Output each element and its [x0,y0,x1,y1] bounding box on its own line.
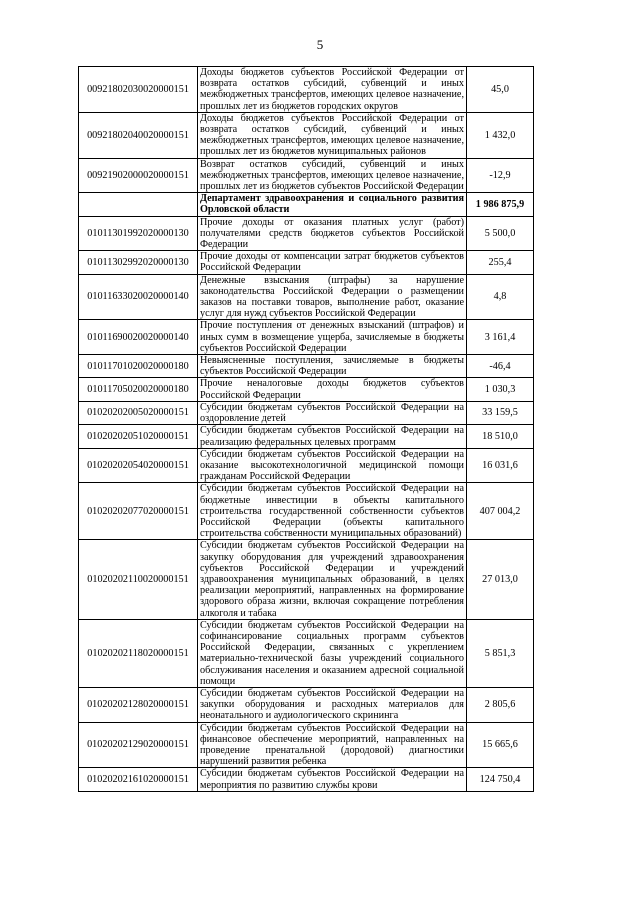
amount-cell: 45,0 [467,67,534,113]
table-row [79,216,534,251]
amount-cell: 15 665,6 [467,722,534,768]
table-row [79,448,534,483]
amount-cell: 3 161,4 [467,320,534,355]
budget-code-cell: 00921802040020000151 [79,112,198,158]
budget-code-cell: 00921802030020000151 [79,67,198,113]
amount-cell: 5 851,3 [467,619,534,687]
budget-revenue-table [78,66,534,792]
amount-cell: -12,9 [467,158,534,193]
description-cell: Субсидии бюджетам субъектов Российской Федерации на бюджетные инвестиции в объекты капитального строительства государственной собственности субъектов Российской Федерации (объекты капитального строительства собственности муниципальных образований) [198,483,467,540]
amount-cell: 4,8 [467,274,534,320]
table-row [79,193,534,216]
budget-code-cell: 01020202054020000151 [79,448,198,483]
table-row [79,355,534,378]
description-cell: Доходы бюджетов субъектов Российской Федерации от возврата остатков субсидий, субвенций и иных межбюджетных трансфертов, имеющих целевое назначение, прошлых лет из бюджетов городских округов [198,67,467,113]
description-cell: Невыясненные поступления, зачисляемые в бюджеты субъектов Российской Федерации [198,355,467,378]
description-cell: Субсидии бюджетам субъектов Российской Федерации на оздоровление детей [198,401,467,424]
description-cell: Субсидии бюджетам субъектов Российской Федерации на финансовое обеспечение мероприятий, направленных на проведение пренатальной (дородовой) диагностики нарушений развития ребенка [198,722,467,768]
table-row [79,687,534,722]
description-cell: Субсидии бюджетам субъектов Российской Федерации на закупку оборудования для учреждений здравоохранения субъектов Российской Федерации и учреждений здравоохранения муниципальных образований, в целях реализации мероприятий, направленных на формирование здорового образа жизни, включая сокращение потребления алкоголя и табака [198,540,467,619]
budget-code-cell: 01011633020020000140 [79,274,198,320]
table-row [79,274,534,320]
table-row [79,540,534,619]
amount-cell: 16 031,6 [467,448,534,483]
budget-code-cell [79,193,198,216]
amount-cell: 27 013,0 [467,540,534,619]
amount-cell: 2 805,6 [467,687,534,722]
amount-cell: 1 030,3 [467,378,534,401]
description-cell: Субсидии бюджетам субъектов Российской Федерации на софинансирование социальных программ субъектов Российской Федерации, связанных с укреплением материально-технической базы учреждений социального обслуживания населения и оказанием адресной социальной помощи [198,619,467,687]
budget-code-cell: 01020202161020000151 [79,768,198,791]
table-row [79,67,534,113]
budget-code-cell: 01011301992020000130 [79,216,198,251]
description-cell: Субсидии бюджетам субъектов Российской Федерации на реализацию федеральных целевых программ [198,425,467,448]
budget-code-cell: 01020202129020000151 [79,722,198,768]
budget-code-cell: 01020202128020000151 [79,687,198,722]
description-cell: Субсидии бюджетам субъектов Российской Федерации на закупки оборудования и расходных материалов для неонатального и аудиологического скрининга [198,687,467,722]
table-row [79,722,534,768]
table-row [79,401,534,424]
description-cell: Денежные взыскания (штрафы) за нарушение законодательства Российской Федерации о размещении заказов на поставки товаров, выполнение работ, оказание услуг для нужд субъектов Российской Федерации [198,274,467,320]
table-row [79,425,534,448]
budget-code-cell: 01011690020020000140 [79,320,198,355]
description-cell: Прочие неналоговые доходы бюджетов субъектов Российской Федерации [198,378,467,401]
budget-code-cell: 01020202118020000151 [79,619,198,687]
table-row [79,158,534,193]
description-cell: Субсидии бюджетам субъектов Российской Федерации на оказание высокотехнологичной медицинской помощи гражданам Российской Федерации [198,448,467,483]
budget-code-cell: 00921902000020000151 [79,158,198,193]
table-row [79,619,534,687]
budget-code-cell: 01011705020020000180 [79,378,198,401]
description-cell: Прочие доходы от оказания платных услуг (работ) получателями средств бюджетов субъектов Российской Федерации [198,216,467,251]
amount-cell: 33 159,5 [467,401,534,424]
table-row [79,320,534,355]
table-row [79,251,534,274]
description-cell: Прочие поступления от денежных взысканий (штрафов) и иных сумм в возмещение ущерба, зачисляемые в бюджеты субъектов Российской Федерации [198,320,467,355]
table-row [79,112,534,158]
budget-code-cell: 01011302992020000130 [79,251,198,274]
budget-code-cell: 01011701020020000180 [79,355,198,378]
amount-cell: 1 986 875,9 [467,193,534,216]
page-number: 5 [316,37,324,52]
amount-cell: 18 510,0 [467,425,534,448]
budget-code-cell: 01020202110020000151 [79,540,198,619]
description-cell: Возврат остатков субсидий, субвенций и иных межбюджетных трансфертов, имеющих целевое назначение, прошлых лет из бюджетов субъектов Российской Федерации [198,158,467,193]
table-row [79,768,534,791]
description-cell: Субсидии бюджетам субъектов Российской Федерации на мероприятия по развитию службы крови [198,768,467,791]
budget-code-cell: 01020202051020000151 [79,425,198,448]
description-cell: Доходы бюджетов субъектов Российской Федерации от возврата остатков субсидий, субвенций и иных межбюджетных трансфертов, имеющих целевое назначение, прошлых лет из бюджетов муниципальных районов [198,112,467,158]
amount-cell: 1 432,0 [467,112,534,158]
budget-code-cell: 01020202077020000151 [79,483,198,540]
amount-cell: 5 500,0 [467,216,534,251]
amount-cell: 124 750,4 [467,768,534,791]
amount-cell: 255,4 [467,251,534,274]
description-cell: Департамент здравоохранения и социального развития Орловской области [198,193,467,216]
amount-cell: -46,4 [467,355,534,378]
amount-cell: 407 004,2 [467,483,534,540]
table-body [79,67,534,792]
budget-code-cell: 01020202005020000151 [79,401,198,424]
table-row [79,378,534,401]
description-cell: Прочие доходы от компенсации затрат бюджетов субъектов Российской Федерации [198,251,467,274]
table-row [79,483,534,540]
